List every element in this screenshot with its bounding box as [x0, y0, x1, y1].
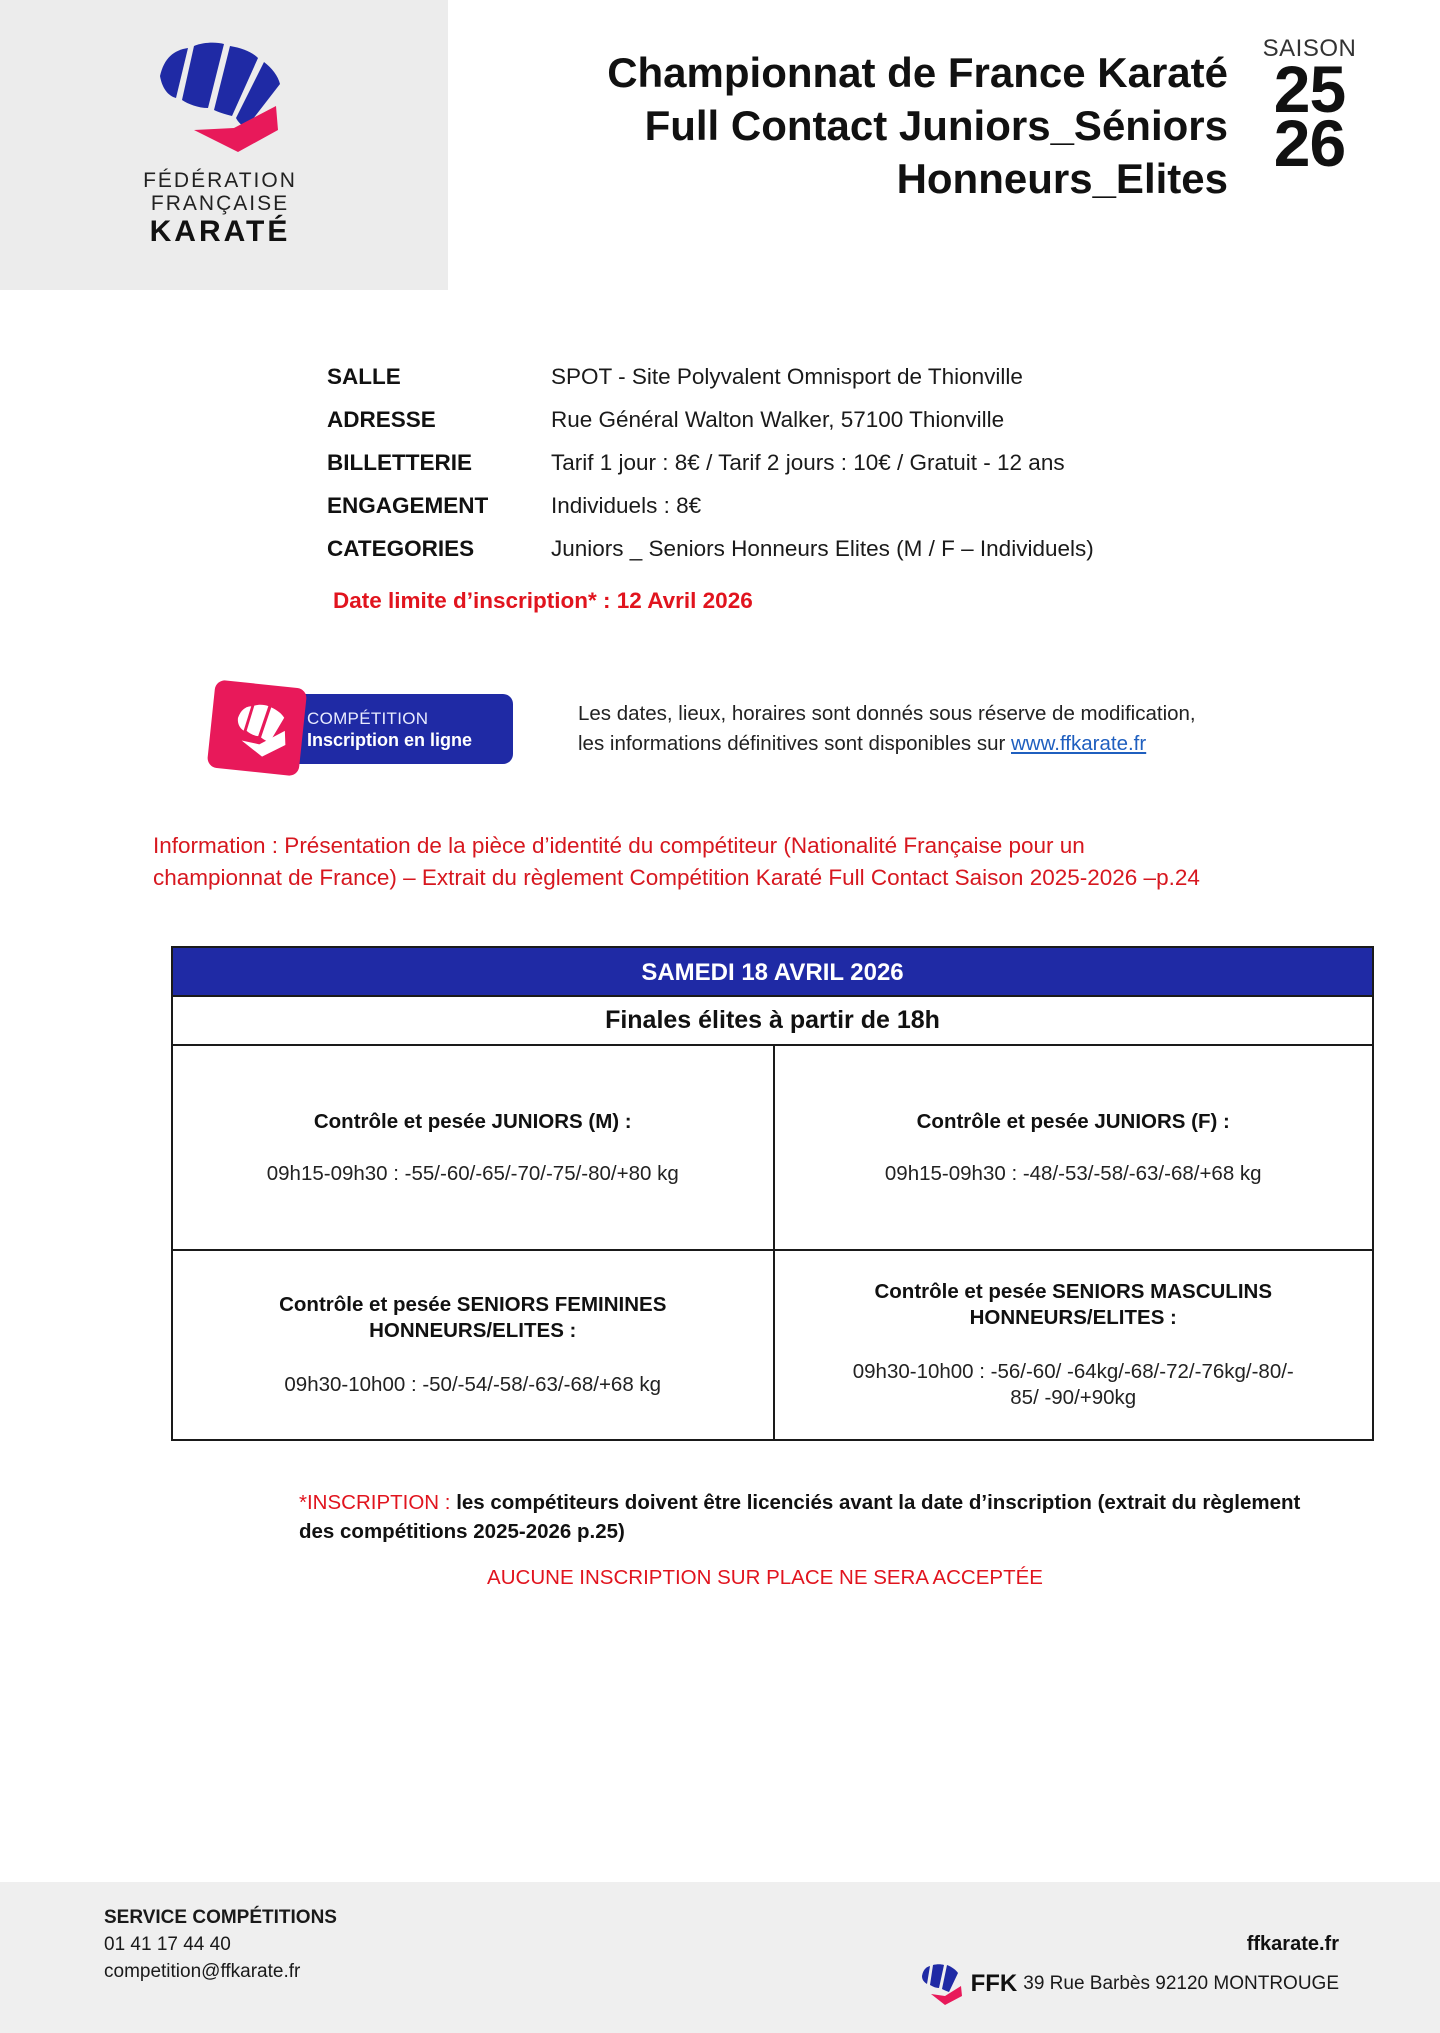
badge-text — [307, 708, 472, 751]
cell-title: Contrôle et pesée JUNIORS (F) : — [916, 1109, 1230, 1133]
season-badge — [1262, 35, 1357, 180]
logo-text-francaise: FRANÇAISE — [150, 192, 290, 215]
karate-fist-icon — [228, 695, 296, 763]
info-row-categories — [327, 527, 1094, 570]
badge-line-competition: COMPÉTITION — [307, 709, 429, 728]
info-label: BILLETTERIE — [327, 449, 472, 475]
karate-fist-logo-icon — [150, 38, 285, 158]
inscription-note — [299, 1488, 1339, 1546]
info-row-salle — [327, 355, 1094, 398]
table-row — [173, 1046, 1372, 1251]
cell-title: HONNEURS/ELITES : — [369, 1319, 577, 1342]
disclaimer-notice — [578, 699, 1196, 759]
footer — [0, 1882, 1440, 2033]
info-label: ADRESSE — [327, 406, 436, 432]
logo-text-karate: KARATÉ — [149, 215, 291, 248]
logo-text-federation: FÉDÉRATION — [143, 169, 297, 192]
info-row-adresse — [327, 398, 1094, 441]
title-line: Full Contact Juniors_Séniors — [644, 102, 1228, 149]
info-line: championnat de France) – Extrait du règlement Compétition Karaté Full Contact Saison 2025-2026 –p.24 — [153, 865, 1200, 890]
cell-times: 09h30-10h00 : -56/-60/ -64kg/-68/-72/-76kg/-80/- — [852, 1360, 1294, 1383]
footer-contact — [104, 1904, 337, 1985]
info-label: CATEGORIES — [327, 535, 475, 561]
schedule-cell-juniors-f — [773, 1046, 1373, 1249]
schedule-day-header: SAMEDI 18 AVRIL 2026 — [173, 948, 1372, 997]
table-row — [173, 1251, 1372, 1439]
cell-title: Contrôle et pesée JUNIORS (M) : — [313, 1109, 632, 1133]
info-row-engagement — [327, 484, 1094, 527]
registration-deadline: Date limite d’inscription* : 12 Avril 2026 — [333, 588, 753, 613]
cell-title: Contrôle et pesée SENIORS MASCULINS — [874, 1280, 1273, 1303]
notice-text: les informations définitives sont disponibles sur — [578, 732, 1011, 755]
footer-email[interactable]: competition@ffkarate.fr — [104, 1961, 301, 1982]
cell-times: 85/ -90/+90kg — [1010, 1386, 1137, 1409]
info-line: Information : Présentation de la pièce d’identité du compétiteur (Nationalité Française pour un — [153, 833, 1085, 858]
notice-line: Les dates, lieux, horaires sont donnés sous réserve de modification, — [578, 702, 1196, 725]
footer-website[interactable]: ffkarate.fr — [1246, 1933, 1339, 1955]
info-label: SALLE — [327, 363, 401, 389]
schedule-cell-seniors-m — [773, 1251, 1373, 1439]
footer-org-short: FFK — [970, 1970, 1018, 1997]
title-line: Honneurs_Elites — [896, 155, 1228, 202]
cell-times: 09h15-09h30 : -48/-53/-58/-63/-68/+68 kg — [884, 1161, 1262, 1185]
info-value: Tarif 1 jour : 8€ / Tarif 2 jours : 10€ / Gratuit - 12 ans — [551, 449, 1065, 475]
title-line: Championnat de France Karaté — [607, 49, 1228, 96]
ffkarate-link[interactable]: www.ffkarate.fr — [1011, 732, 1147, 755]
badge-icon-tile — [207, 679, 308, 776]
inscription-note-label: *INSCRIPTION : — [299, 1491, 457, 1514]
info-value: Individuels : 8€ — [551, 492, 702, 518]
cell-times: 09h30-10h00 : -50/-54/-58/-63/-68/+68 kg — [284, 1373, 662, 1396]
cell-title: Contrôle et pesée SENIORS FEMININES — [279, 1293, 667, 1316]
info-value: SPOT - Site Polyvalent Omnisport de Thionville — [551, 363, 1023, 389]
footer-address: 39 Rue Barbès 92120 MONTROUGE — [1023, 1973, 1339, 1994]
online-registration-button[interactable] — [205, 682, 515, 776]
season-year-top: 25 — [1273, 52, 1346, 126]
event-info — [327, 355, 1094, 570]
inscription-note-text: les compétiteurs doivent être licenciés avant la date d’inscription (extrait du règlement des compétitions 2025-2026 p.25) — [299, 1491, 1301, 1543]
notice-line — [578, 729, 1196, 759]
ffk-logo-icon — [919, 1962, 965, 2006]
cell-times: 09h15-09h30 : -55/-60/-65/-70/-75/-80/+80 kg — [266, 1161, 679, 1185]
footer-address-block — [919, 1962, 1339, 2006]
info-value: Rue Général Walton Walker, 57100 Thionville — [551, 406, 1005, 432]
id-requirement-info — [153, 830, 1200, 894]
footer-phone: 01 41 17 44 40 — [104, 1934, 231, 1955]
badge-line-inscription: Inscription en ligne — [307, 730, 473, 750]
schedule-table — [171, 946, 1374, 1441]
season-year-bottom: 26 — [1273, 106, 1346, 180]
schedule-cell-juniors-m — [173, 1046, 773, 1249]
info-value: Juniors _ Seniors Honneurs Elites (M / F – Individuels) — [551, 535, 1094, 561]
info-row-billetterie — [327, 441, 1094, 484]
no-onsite-registration-warning: AUCUNE INSCRIPTION SUR PLACE NE SERA ACCEPTÉE — [487, 1566, 1043, 1589]
info-label: ENGAGEMENT — [327, 492, 489, 518]
cell-title: HONNEURS/ELITES : — [969, 1306, 1177, 1329]
federation-logo-panel — [0, 0, 448, 290]
schedule-cell-seniors-f — [173, 1251, 773, 1439]
footer-service-title: SERVICE COMPÉTITIONS — [104, 1907, 337, 1928]
season-label: SAISON — [1262, 35, 1357, 62]
schedule-subtitle: Finales élites à partir de 18h — [173, 997, 1372, 1046]
page-title — [607, 46, 1228, 205]
